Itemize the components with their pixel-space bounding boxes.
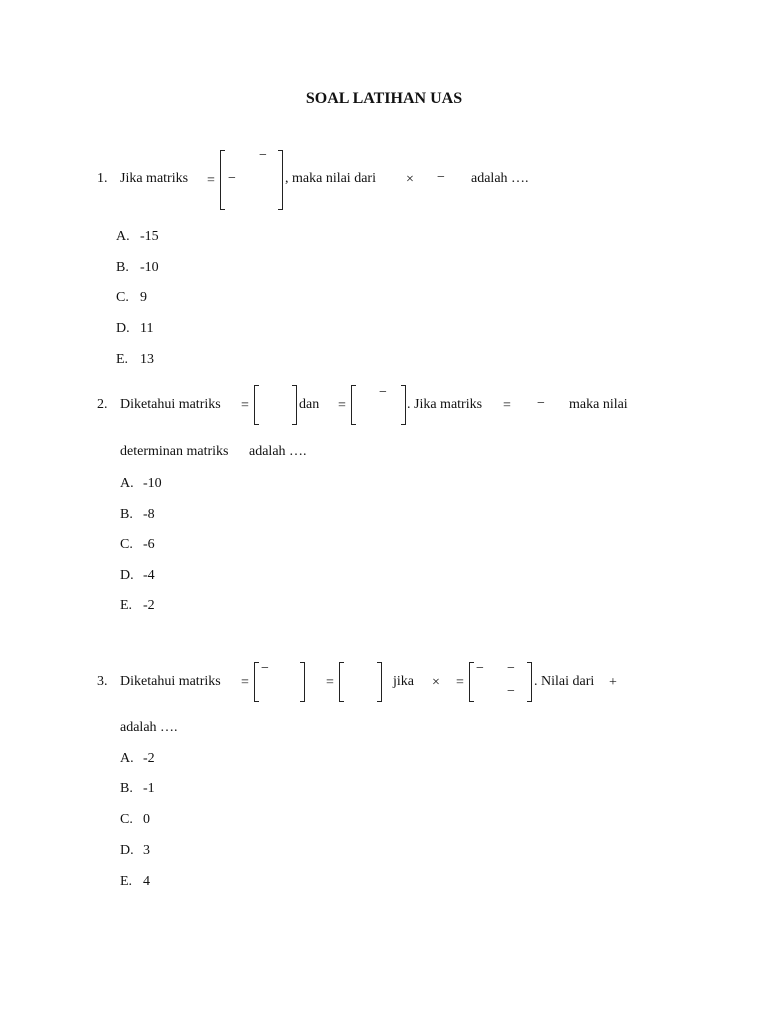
option-value: 9 (140, 290, 147, 305)
matrix-right-bracket (300, 662, 305, 702)
option-value: 13 (140, 352, 154, 367)
option-value: -2 (143, 598, 155, 613)
option-value: -4 (143, 568, 155, 583)
question-text-end: maka nilai (569, 397, 628, 412)
option-value: -8 (143, 507, 155, 522)
equals-sign: = (241, 675, 249, 690)
matrix-minus-sign: − (228, 171, 236, 186)
option-value: -10 (140, 260, 159, 275)
option-letter: C. (120, 537, 133, 552)
times-sign: × (432, 675, 440, 690)
question-text-line2-end: adalah …. (249, 444, 307, 459)
question-text-end: adalah …. (471, 171, 529, 186)
equals-sign: = (338, 398, 346, 413)
equals-sign: = (456, 675, 464, 690)
option-value: -6 (143, 537, 155, 552)
matrix-right-bracket (292, 385, 297, 425)
matrix-left-bracket (351, 385, 356, 425)
matrix-right-bracket (401, 385, 406, 425)
matrix-minus-sign: − (507, 661, 515, 676)
plus-sign: + (609, 675, 617, 690)
option-letter: E. (120, 874, 133, 889)
matrix-right-bracket (527, 662, 532, 702)
question-text: Diketahui matriks (120, 674, 221, 689)
question-text: Jika matriks (120, 171, 189, 186)
option-value: 11 (140, 321, 154, 336)
matrix-minus-sign: − (261, 661, 269, 676)
option-value: 4 (143, 874, 150, 889)
matrix-minus-sign: − (507, 684, 515, 699)
question-text-mid: . Jika matriks (407, 397, 483, 412)
option-value: -2 (143, 751, 155, 766)
matrix-left-bracket (254, 662, 259, 702)
question-number: 2. (97, 397, 108, 412)
matrix-minus-sign: − (379, 385, 387, 400)
times-sign: × (406, 172, 414, 187)
option-letter: D. (120, 568, 134, 583)
option-letter: B. (120, 781, 133, 796)
option-value: 0 (143, 812, 150, 827)
option-letter: C. (120, 812, 133, 827)
minus-sign: − (437, 170, 445, 185)
equals-sign: = (503, 398, 511, 413)
equals-sign: = (207, 173, 215, 188)
option-letter: E. (116, 352, 129, 367)
option-letter: A. (120, 476, 134, 491)
matrix-right-bracket (278, 150, 283, 210)
option-letter: D. (120, 843, 134, 858)
question-number: 3. (97, 674, 108, 689)
option-letter: B. (116, 260, 129, 275)
option-letter: C. (116, 290, 129, 305)
matrix-left-bracket (339, 662, 344, 702)
option-value: 3 (143, 843, 150, 858)
minus-sign: − (537, 396, 545, 411)
option-letter: B. (120, 507, 133, 522)
question-text-line2: determinan matriks (120, 444, 229, 459)
option-letter: A. (116, 229, 130, 244)
question-text-mid: , maka nilai dari (285, 171, 376, 186)
option-letter: A. (120, 751, 134, 766)
matrix-right-bracket (377, 662, 382, 702)
equals-sign: = (326, 675, 334, 690)
question-text-mid: . Nilai dari (534, 674, 595, 689)
matrix-left-bracket (469, 662, 474, 702)
question-number: 1. (97, 171, 108, 186)
equals-sign: = (241, 398, 249, 413)
jika-text: jika (393, 674, 414, 689)
matrix-minus-sign: − (259, 148, 267, 163)
matrix-left-bracket (254, 385, 259, 425)
question-text-line2: adalah …. (120, 720, 178, 735)
option-letter: D. (116, 321, 130, 336)
matrix-left-bracket (220, 150, 225, 210)
option-letter: E. (120, 598, 133, 613)
option-value: -1 (143, 781, 155, 796)
page-title: SOAL LATIHAN UAS (305, 90, 463, 107)
matrix-minus-sign: − (476, 661, 484, 676)
question-text: Diketahui matriks (120, 397, 221, 412)
dan-text: dan (299, 397, 320, 412)
option-value: -10 (143, 476, 162, 491)
option-value: -15 (140, 229, 159, 244)
